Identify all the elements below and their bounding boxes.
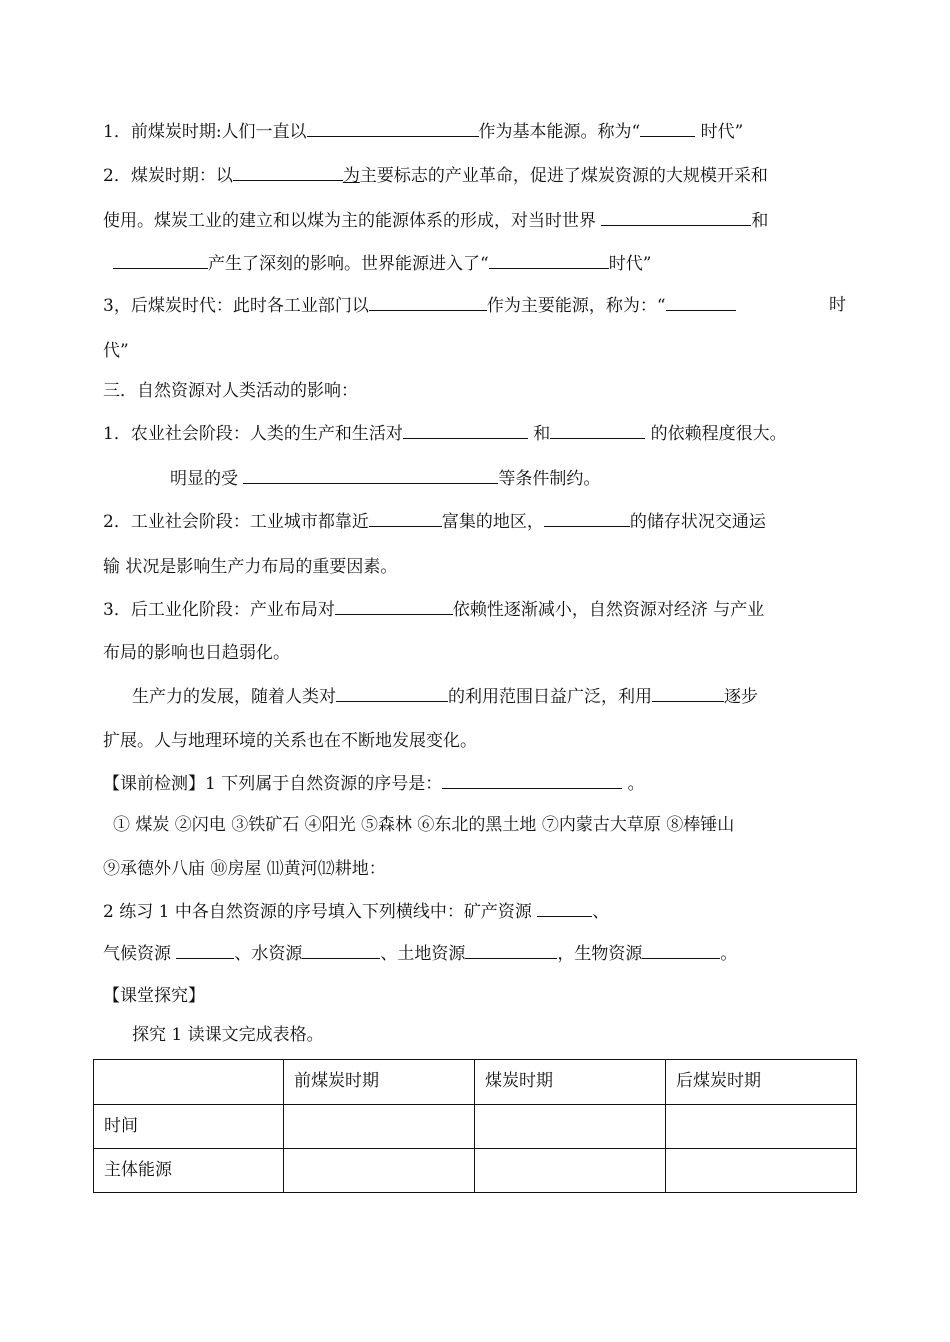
text-line-22 (132, 1023, 324, 1047)
section-heading-explore (103, 984, 205, 1008)
table-header-cell: 后煤炭时期 (666, 1060, 857, 1105)
blank[interactable] (335, 597, 453, 615)
text: 使用。煤炭工业的建立和以煤为主的能源体系的形成，对当时世界 (103, 211, 602, 231)
blank[interactable] (113, 251, 208, 269)
text: 益广泛，利用 (550, 687, 652, 707)
table-cell[interactable] (666, 1105, 857, 1149)
table-row (94, 1105, 857, 1149)
text: 依赖性逐渐减小，自然资源对经济 与产业 (452, 600, 765, 620)
text: 1．农业社会阶段：人类的生产和生活对 (103, 424, 403, 444)
blank[interactable] (369, 293, 487, 311)
text: ⑨承德外八庙 ⑩房屋 ⑾黄河⑿耕地： (103, 859, 386, 879)
text: 【课前检测】1 下列属于自然资源的序号是： (103, 774, 443, 794)
text: 生产力的发展，随着人类对 (132, 687, 336, 707)
text: 时代” (608, 254, 652, 274)
table-row-label: 主体能源 (94, 1149, 284, 1193)
text-line-10 (103, 509, 766, 534)
text-line-6 (103, 339, 129, 363)
text-line-14 (132, 684, 758, 709)
text-line-4 (113, 251, 651, 276)
text: 2．煤炭时期：以 (103, 166, 233, 186)
blank[interactable] (601, 208, 751, 226)
text-line-19 (103, 899, 609, 924)
blank[interactable] (369, 509, 442, 527)
text-line-12 (103, 597, 764, 622)
text: 作为主要能源，称为：“ (486, 296, 666, 316)
text-line-16 (103, 771, 645, 796)
text-line-15 (103, 729, 477, 753)
text: 的依赖程度很大。 (645, 424, 787, 444)
text: 作为基本能源。称为“ (478, 122, 641, 142)
text: 时 (829, 295, 846, 315)
comparison-table (93, 1059, 857, 1193)
text: 输 状况是影响生产力布局的重要因素。 (103, 557, 398, 577)
blank[interactable] (307, 119, 479, 137)
text: 扩展。人与地理环境的关系也在不断地发展变化。 (103, 731, 477, 751)
table-header-row (94, 1060, 857, 1105)
table-cell[interactable] (475, 1105, 666, 1149)
text: 三．自然资源对人类活动的影响： (103, 381, 358, 401)
text: 、水资源 (234, 944, 303, 964)
text-line-5 (103, 293, 736, 318)
text: 主要标志的产业革命，促进了煤炭资源的大规模开采和 (359, 166, 768, 186)
text: ① 煤炭 ②闪电 ③铁矿石 ④阳光 ⑤森林 ⑥东北的黑土地 ⑦内蒙古大草原 ⑧棒锤山 (113, 815, 735, 835)
blank[interactable] (537, 899, 592, 917)
text: 的利用范围日 (448, 687, 550, 707)
text: 富集的地区， (441, 512, 544, 532)
blank[interactable] (243, 466, 498, 484)
text: 【课堂探究】 (103, 986, 205, 1006)
table-header-cell: 前煤炭时期 (284, 1060, 475, 1105)
text: 3，后煤炭时代：此时各工业部门以 (103, 296, 369, 316)
text: 和 (527, 424, 551, 444)
text-line-3 (103, 208, 768, 233)
blank[interactable] (640, 119, 695, 137)
text: 逐步 (724, 687, 758, 707)
text: 和 (751, 211, 769, 231)
text: 、土地资源 (380, 944, 466, 964)
text: 明显的受 (170, 469, 244, 489)
text: 2 练习 1 中各自然资源的序号填入下列横线中：矿产资源 (103, 902, 538, 922)
text-line-13 (103, 641, 290, 665)
blank[interactable] (176, 941, 234, 959)
blank[interactable] (336, 684, 448, 702)
table-row (94, 1149, 857, 1193)
table-row-label: 时间 (94, 1105, 284, 1149)
blank[interactable] (544, 509, 630, 527)
text-line-8 (103, 421, 787, 446)
text-line-2 (103, 163, 768, 188)
text: 。 (720, 944, 738, 964)
blank[interactable] (652, 684, 724, 702)
text: 、 (592, 902, 610, 922)
blank[interactable] (233, 163, 343, 181)
blank[interactable] (302, 941, 380, 959)
text-line-1 (103, 119, 743, 144)
blank[interactable] (403, 421, 528, 439)
blank[interactable] (489, 251, 609, 269)
text: 1．前煤炭时期:人们一直以 (103, 122, 307, 142)
text: 等条件制约。 (498, 469, 601, 489)
text-line-17 (113, 813, 734, 837)
blank[interactable] (642, 941, 720, 959)
text: 2．工业社会阶段：工业城市都靠近 (103, 512, 369, 532)
text-line-9 (170, 466, 600, 491)
table-header-cell (94, 1060, 284, 1105)
text: 的储存状况交通运 (629, 512, 766, 532)
text: 。 (622, 774, 645, 794)
text-line-11 (103, 555, 397, 579)
text-line-20 (103, 941, 737, 966)
blank[interactable] (550, 421, 645, 439)
text: 时代” (695, 122, 744, 142)
text: 探究 1 读课文完成表格。 (132, 1025, 324, 1045)
text: 代” (103, 341, 129, 361)
text-line-18 (103, 857, 386, 881)
text: 布局的影响也日趋弱化。 (103, 643, 290, 663)
section-heading-3 (103, 379, 358, 403)
table-cell[interactable] (284, 1149, 475, 1193)
table-cell[interactable] (666, 1149, 857, 1193)
text: 3．后工业化阶段：产业布局对 (103, 600, 335, 620)
table-cell[interactable] (284, 1105, 475, 1149)
text: 气候资源 (103, 944, 177, 964)
blank[interactable] (442, 771, 622, 789)
table-header-cell: 煤炭时期 (475, 1060, 666, 1105)
text: 为 (342, 166, 360, 186)
blank[interactable] (465, 941, 557, 959)
table-cell[interactable] (475, 1149, 666, 1193)
text-line-5-end (829, 293, 846, 317)
text: ，生物资源 (557, 944, 643, 964)
text: 产生了深刻的影响。世界能源进入了“ (208, 254, 489, 274)
blank[interactable] (666, 293, 736, 311)
